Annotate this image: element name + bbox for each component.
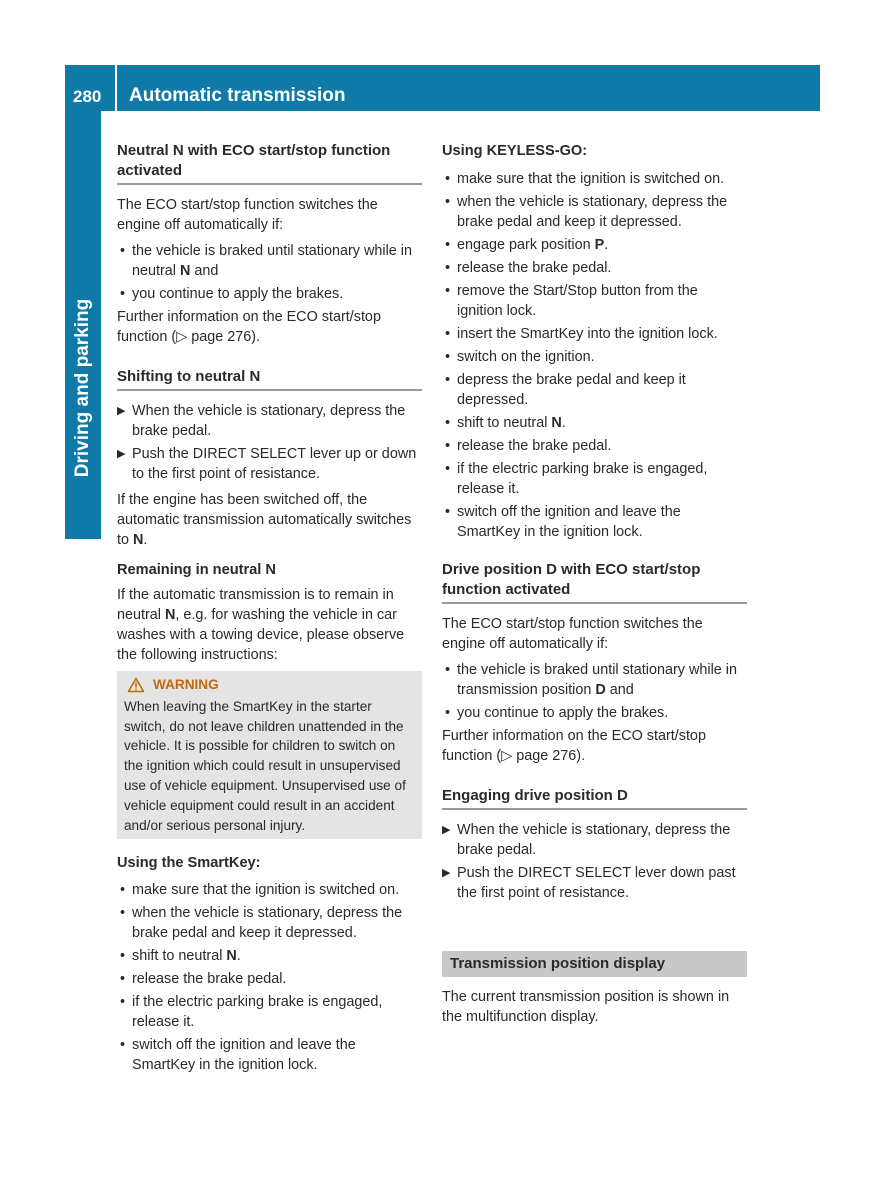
step-arrow-icon: ▶: [117, 405, 126, 417]
bullet-marker: •: [120, 286, 126, 302]
right-column: [442, 141, 747, 1033]
warning-header: [127, 675, 415, 695]
section-banner: Transmission position display: [442, 951, 747, 977]
bullet-marker: •: [445, 415, 451, 431]
list-item: • switch off the ignition and leave the SmartKey in the ignition lock.: [445, 504, 681, 540]
page-number: 280: [73, 87, 102, 106]
warning-label: WARNING: [153, 677, 219, 692]
step-item: ▶ Push the DIRECT SELECT lever down past the first point of resistance.: [442, 865, 736, 901]
warning-triangle-icon: [127, 677, 145, 693]
section-heading: Neutral N with ECO start/stop function activated: [117, 141, 422, 185]
bullet-marker: •: [445, 504, 451, 520]
paragraph: The ECO start/stop function switches the engine off automatically if:: [442, 616, 703, 652]
bullet-marker: •: [445, 372, 451, 388]
header-divider: [115, 65, 117, 111]
list-item: • insert the SmartKey into the ignition lock.: [445, 326, 718, 342]
step-list: [117, 401, 422, 484]
bullet-marker: •: [120, 905, 126, 922]
paragraph: The current transmission position is shown in the multifunction display.: [442, 989, 730, 1025]
bullet-marker: •: [445, 349, 451, 365]
list-item: • if the electric parking brake is engaged, release it.: [120, 994, 383, 1031]
paragraph: If the automatic transmission is to remain in neutral N, e.g. for washing the vehicle in car washes with a towing device, please observe the following instructions:: [117, 587, 405, 663]
page-header: [65, 65, 820, 111]
bullet-marker: •: [445, 260, 451, 276]
list-item: • remove the Start/Stop button from the ignition lock.: [445, 283, 698, 319]
warning-text: When leaving the SmartKey in the starter switch, do not leave children unattended in the vehicle. It is possible for children to switch on the ignition which could result in unsupervised use of vehicle equipment. Unsupervised use of vehicle equipment could result in an accident and/or serious personal injury.: [124, 698, 406, 833]
bullet-list: [442, 169, 747, 542]
cross-reference: Further information on the ECO start/stop function (▷ page 276).: [117, 309, 381, 345]
bullet-marker: •: [120, 994, 126, 1011]
bullet-marker: •: [445, 237, 451, 253]
bullet-marker: •: [445, 194, 451, 210]
list-item: • release the brake pedal.: [445, 438, 612, 454]
bullet-marker: •: [445, 461, 451, 477]
list-item: • you continue to apply the brakes.: [120, 286, 344, 302]
bullet-marker: •: [445, 326, 451, 342]
list-item: • when the vehicle is stationary, depress the brake pedal and keep it depressed.: [120, 905, 403, 942]
section-heading: Drive position D with ECO start/stop function activated: [442, 560, 747, 604]
list-item: • make sure that the ignition is switched on.: [120, 882, 400, 899]
step-arrow-icon: ▶: [442, 867, 451, 879]
list-item: • the vehicle is braked until stationary while in transmission position D and: [445, 662, 737, 698]
list-item: • if the electric parking brake is engaged, release it.: [445, 461, 708, 497]
list-item: • release the brake pedal.: [445, 260, 612, 276]
bullet-list: [442, 660, 747, 723]
list-item: • shift to neutral N.: [445, 415, 566, 431]
list-item: • shift to neutral N.: [120, 948, 241, 965]
step-item: ▶ When the vehicle is stationary, depress the brake pedal.: [442, 822, 731, 858]
step-list: [442, 820, 747, 903]
subheading: Using KEYLESS-GO:: [442, 143, 588, 159]
list-item: • engage park position P.: [445, 237, 609, 253]
list-item: • depress the brake pedal and keep it depressed.: [445, 372, 686, 408]
list-item: • switch on the ignition.: [445, 349, 595, 365]
bullet-marker: •: [445, 705, 451, 721]
bullet-list: [117, 880, 422, 1075]
bullet-marker: •: [445, 283, 451, 299]
bullet-marker: •: [445, 438, 451, 454]
chapter-title: Automatic transmission: [129, 85, 346, 106]
bullet-marker: •: [120, 971, 126, 988]
bullet-marker: •: [120, 948, 126, 965]
section-heading: Engaging drive position D: [442, 786, 747, 810]
section-heading: Shifting to neutral N: [117, 367, 422, 391]
warning-box: [117, 671, 422, 839]
step-item: ▶ Push the DIRECT SELECT lever up or down to the first point of resistance.: [117, 446, 417, 482]
subheading: Remaining in neutral N: [117, 562, 276, 578]
bullet-marker: •: [120, 882, 126, 899]
step-item: ▶ When the vehicle is stationary, depress the brake pedal.: [117, 403, 406, 439]
bullet-marker: •: [445, 171, 451, 187]
list-item: • release the brake pedal.: [120, 971, 287, 988]
list-item: • you continue to apply the brakes.: [445, 705, 669, 721]
paragraph: If the engine has been switched off, the automatic transmission automatically switches to N.: [117, 492, 412, 548]
list-item: • when the vehicle is stationary, depress the brake pedal and keep it depressed.: [445, 194, 728, 230]
cross-reference: Further information on the ECO start/stop function (▷ page 276).: [442, 728, 706, 764]
step-arrow-icon: ▶: [442, 824, 451, 836]
left-column: [117, 141, 422, 1078]
bullet-marker: •: [445, 662, 451, 678]
bullet-marker: •: [120, 243, 126, 259]
list-item: • switch off the ignition and leave the SmartKey in the ignition lock.: [120, 1037, 356, 1074]
list-item: • the vehicle is braked until stationary while in neutral N and: [120, 243, 412, 279]
list-item: • make sure that the ignition is switched on.: [445, 171, 725, 187]
paragraph: The ECO start/stop function switches the engine off automatically if:: [117, 197, 378, 233]
bullet-list: [117, 241, 422, 304]
side-tab-label: Driving and parking: [72, 298, 93, 478]
step-arrow-icon: ▶: [117, 448, 126, 460]
bullet-marker: •: [120, 1037, 126, 1054]
subheading: Using the SmartKey:: [117, 855, 261, 872]
